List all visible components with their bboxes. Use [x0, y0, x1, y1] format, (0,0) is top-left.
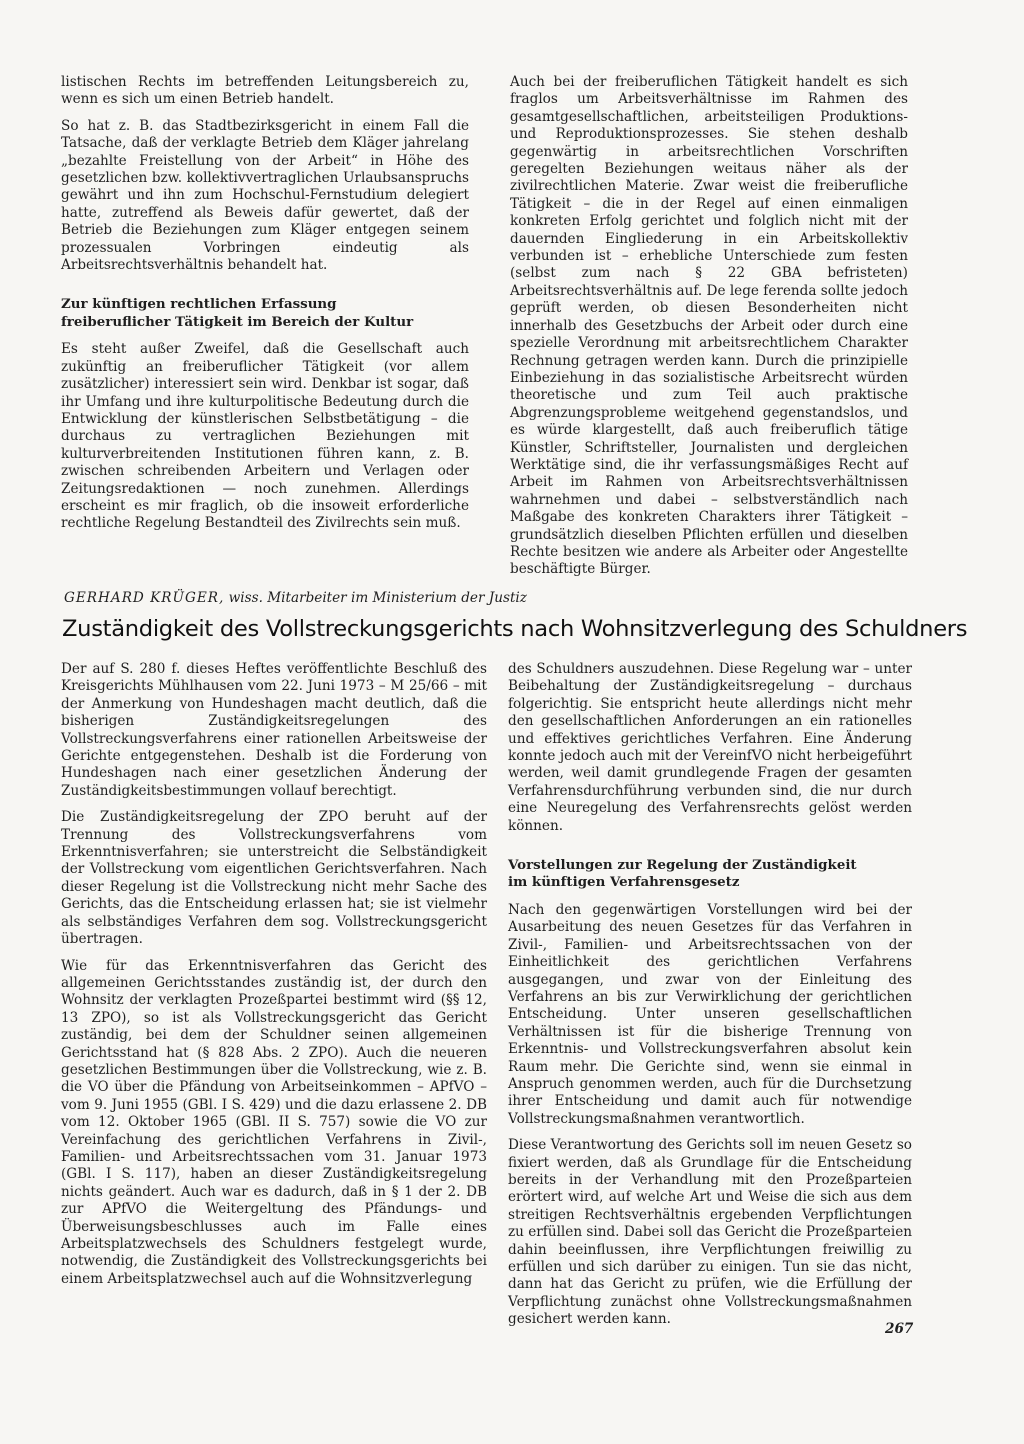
- paragraph: Es steht außer Zweifel, daß die Gesellschaft auch zukünftig an freiberuflicher Tätigkeit (vor allem zusätzlicher) interessiert sein wird. Denkbar ist sogar, daß ihr Umfang und ihre kulturpolitische Bedeutung durch die Entwicklung der künstlerischen Selbstbetätigung – die durchaus zu vertraglichen Beziehungen mit kulturverbreitenden Institutionen führen kann, z. B. zwischen schreibenden Arbeitern und Verlagen oder Zeitungsredaktionen — noch zunehmen. Allerdings erscheint es mir fraglich, ob die insoweit erforderliche rechtliche Regelung Bestandteil des Zivilrechts sein muß.: [61, 341, 469, 532]
- section-heading-line: Vorstellungen zur Regelung der Zuständigkeit: [508, 857, 857, 874]
- paragraph: Nach den gegenwärtigen Vorstellungen wird bei der Ausarbeitung des neuen Gesetzes für das Verfahren in Zivil-, Familien- und Arbeitsrechtssachen von der Einheitlichkeit des gerichtlichen Verfahrens ausgegangen, und zwar von der Einleitung des Verfahrens an bis zur Verwirklichung der gerichtlichen Entscheidung. Unter unseren gesellschaftlichen Verhältnissen ist für die bisherige Trennung von Erkenntnis- und Vollstreckungsverfahren absolut kein Raum mehr. Die Gerichte sind, wenn sie einmal in Anspruch genommen werden, auch für die Durchsetzung ihrer Entscheidung und damit auch für notwendige Vollstreckungsmaßnahmen verantwortlich.: [508, 901, 912, 1127]
- paragraph: Die Zuständigkeitsregelung der ZPO beruht auf der Trennung des Vollstreckungsverfahrens vom Erkenntnisverfahren; sie unterstreicht die Selbständigkeit der Vollstreckung vom eigentlichen Gerichtsverfahren. Nach dieser Regelung ist die Vollstreckung nicht mehr Sache des Gerichts, das die Entscheidung erlassen hat; sie ist vielmehr als selbständiges Verfahren dem sog. Vollstreckungsgericht übertragen.: [61, 809, 487, 948]
- paragraph: Auch bei der freiberuflichen Tätigkeit handelt es sich fraglos um Arbeitsverhältnisse im Rahmen des gesamtgesellschaftlichen, arbeitsteiligen Produktions- und Reproduktionsprozesses. Sie stehen deshalb gegenwärtig in arbeitsrechtlichen Vorschriften geregelten Beziehungen weitaus näher als der zivilrechtlichen Materie. Zwar weist die freiberufliche Tätigkeit – die in der Regel auf einen einmaligen konkreten Erfolg gerichtet und folglich nicht mit der dauernden Eingliederung in ein Arbeitskollektiv verbunden ist – erhebliche Unterschiede zum festen (selbst zum nach § 22 GBA befristeten) Arbeitsrechtsverhältnis auf. De lege ferenda sollte jedoch geprüft werden, ob diesen Besonderheiten nicht innerhalb des Gesetzbuchs der Arbeit oder durch eine spezielle Verordnung mit arbeitsrechtlichem Charakter Rechnung getragen werden kann. Durch die prinzipielle Einbeziehung in das sozialistische Arbeitsrecht würden theoretische und zum Teil auch praktische Abgrenzungsprobleme weitgehend gegenstandslos, und es würde klargestellt, daß auch freiberuflich tätige Künstler, Schriftsteller, Journalisten und dergleichen Werktätige sind, die ihr verfassungsmäßiges Recht auf Arbeit im Rahmen von Arbeitsrechtsverhältnissen wahrnehmen und dabei – selbstverständlich nach Maßgabe des konkreten Charakters ihrer Tätigkeit – grundsätzlich dieselben Pflichten erfüllen und dieselben Rechte besitzen wie andere als Arbeiter oder Angestellte beschäftigte Bürger.: [510, 74, 908, 578]
- paragraph: Wie für das Erkenntnisverfahren das Gericht des allgemeinen Gerichtsstandes zuständig ist, der durch den Wohnsitz der verklagten Prozeßpartei bestimmt wird (§§ 12, 13 ZPO), so ist als Vollstreckungsgericht das Gericht zuständig, bei dem der Schuldner seinen allgemeinen Gerichtsstand hat (§ 828 Abs. 2 ZPO). Auch die neueren gesetzlichen Bestimmungen über die Vollstreckung, wie z. B. die VO über die Pfändung von Arbeitseinkommen – APfVO – vom 9. Juni 1955 (GBl. I S. 429) und die dazu erlassene 2. DB vom 12. Oktober 1965 (GBl. II S. 757) sowie die VO zur Vereinfachung des gerichtlichen Verfahrens in Zivil-, Familien- und Arbeitsrechtssachen vom 31. Januar 1973 (GBl. I S. 117), haben an dieser Zuständigkeitsregelung nichts geändert. Auch war es dadurch, daß in § 1 der 2. DB zur APfVO die Weitergeltung des Pfändungs- und Überweisungsbeschlusses auch im Falle eines Arbeitsplatzwechsels des Schuldners festgelegt wurde, notwendig, die Zuständigkeit des Vollstreckungsgerichts bei einem Arbeitsplatzwechsel auch auf die Wohnsitzverlegung: [61, 957, 487, 1287]
- section-heading: [61, 296, 469, 331]
- author-name: GERHARD KRÜGER,: [64, 590, 225, 606]
- paragraph: So hat z. B. das Stadtbezirksgericht in einem Fall die Tatsache, daß der verklagte Betrieb dem Kläger jahrelang „bezahlte Freistellung von der Arbeit“ in Höhe des gesetzlichen bzw. kollektivvertraglichen Urlaubsanspruchs gewährt und ihn zum Hochschul-Fernstudium delegiert hatte, zutreffend als Beweis dafür gewertet, daß der Betrieb die Beziehungen zum Kläger entgegen seinem prozessualen Vorbringen eindeutig als Arbeitsrechtsverhältnis behandelt hat.: [61, 117, 469, 274]
- bottom-right-column: [508, 661, 912, 1338]
- paragraph: des Schuldners auszudehnen. Diese Regelung war – unter Beibehaltung der Zuständigkeitsregelung – durchaus folgerichtig. Sie entspricht heute allerdings nicht mehr den gesellschaftlichen Anforderungen an ein rationelles und effektives gerichtliches Verfahren. Eine Änderung konnte jedoch auch mit der VereinfVO nicht herbeigeführt werden, weil damit grundlegende Fragen der gesamten Verfahrensdurchführung verbunden sind, die nur durch eine Neuregelung des Verfahrensrechts gelöst werden können.: [508, 661, 912, 834]
- section-heading: [508, 857, 912, 892]
- top-left-column: [61, 74, 469, 542]
- paragraph: Der auf S. 280 f. dieses Heftes veröffentlichte Beschluß des Kreisgerichts Mühlhausen vom 22. Juni 1973 – M 25/66 – mit der Anmerkung von Hundeshagen macht deutlich, daß die bisherigen Zuständigkeitsregelungen des Vollstreckungsverfahrens einer rationellen Arbeitsweise der Gerichte entgegenstehen. Deshalb ist die Forderung von Hundeshagen nach einer gesetzlichen Änderung der Zuständigkeitsbestimmungen vollauf berechtigt.: [61, 661, 487, 799]
- author-byline: [64, 589, 924, 607]
- paragraph: Diese Verantwortung des Gerichts soll im neuen Gesetz so fixiert werden, daß als Grundlage für die Entscheidung bereits in der Verhandlung mit den Prozeßparteien erörtert wird, auf welche Art und Weise die sich aus dem streitigen Rechtsverhältnis ergebenden Verpflichtungen zu erfüllen sind. Dabei soll das Gericht die Prozeßparteien dahin beeinflussen, ihre Verpflichtungen freiwillig zu erfüllen und sich darüber zu einigen. Tun sie das nicht, dann hat das Gericht zu prüfen, wie die Erfüllung der Verpflichtung zunächst ohne Vollstreckungsmaßnahmen gesichert werden kann.: [508, 1137, 912, 1328]
- bottom-left-column: [61, 661, 487, 1297]
- section-heading-line: im künftigen Verfahrensgesetz: [508, 874, 740, 891]
- article-title: Zuständigkeit des Vollstreckungsgerichts nach Wohnsitzverlegung des Schuldners: [62, 616, 968, 642]
- page-number: 267: [885, 1321, 914, 1337]
- section-heading-line: Zur künftigen rechtlichen Erfassung: [61, 296, 337, 313]
- author-position: wiss. Mitarbeiter im Ministerium der Justiz: [228, 590, 527, 606]
- section-heading-line: freiberuflicher Tätigkeit im Bereich der Kultur: [61, 313, 414, 330]
- top-right-column: [510, 74, 908, 588]
- paragraph: listischen Rechts im betreffenden Leitungsbereich zu, wenn es sich um einen Betrieb handelt.: [61, 74, 469, 108]
